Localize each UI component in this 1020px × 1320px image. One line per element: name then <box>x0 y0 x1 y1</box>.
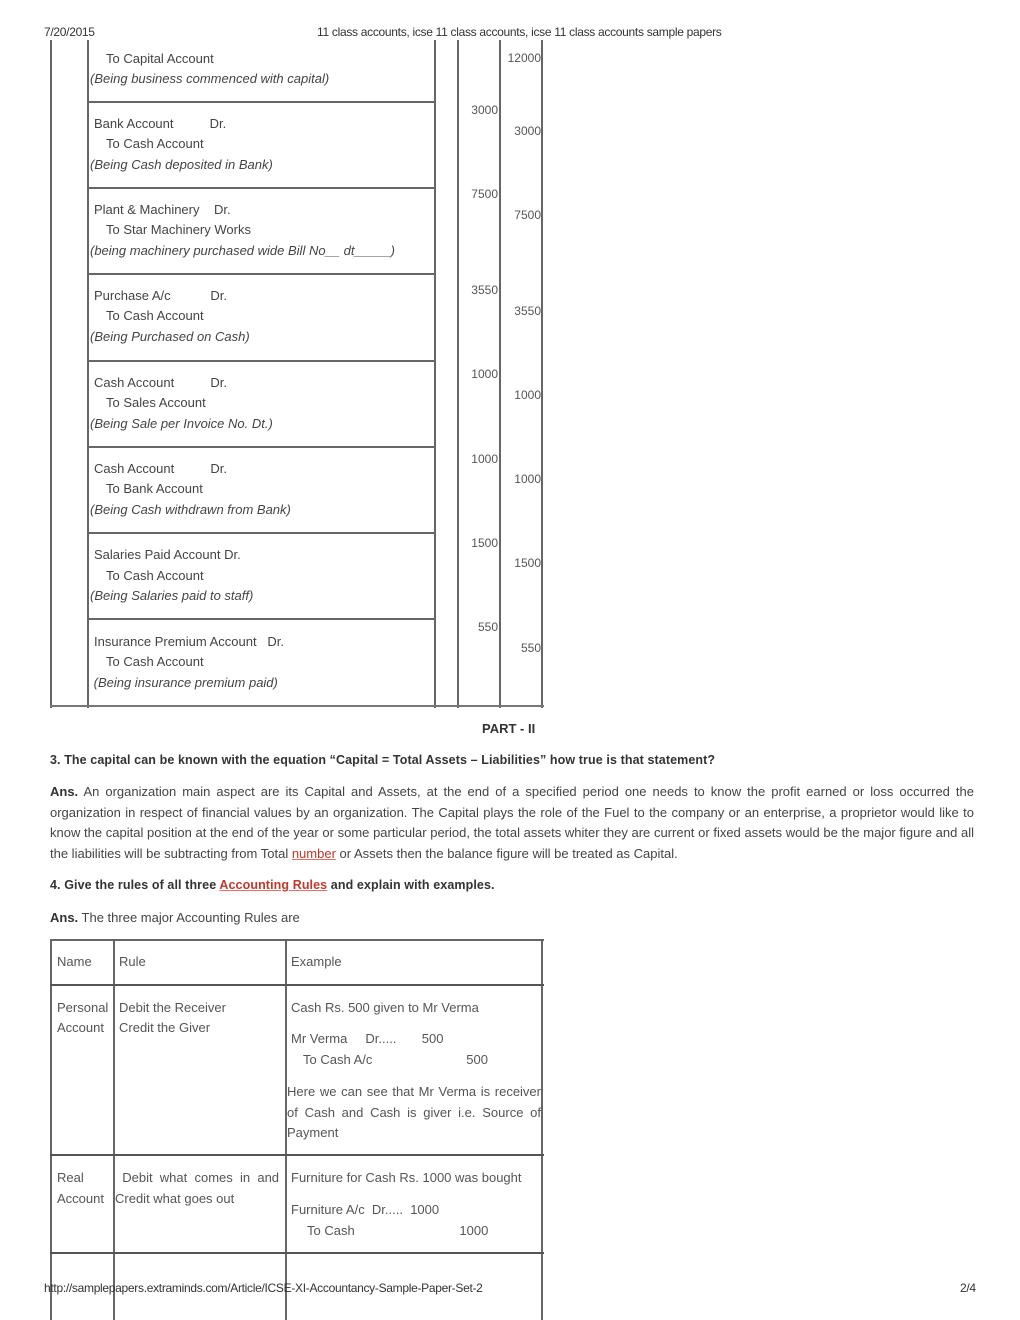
credit-line: To Cash Account <box>106 568 204 583</box>
row-divider <box>87 187 436 189</box>
debit-line: Salaries Paid Account Dr. <box>94 547 241 562</box>
credit-amount: 1000 <box>514 388 541 402</box>
debit-amount: 550 <box>477 620 498 634</box>
narration: (Being insurance premium paid) <box>90 675 278 690</box>
credit-amount: 1500 <box>514 556 541 570</box>
credit-line: To Bank Account <box>106 481 203 496</box>
credit-amount: 3000 <box>514 124 541 138</box>
debit-amount: 1500 <box>471 536 498 550</box>
answer-text: The three major Accounting Rules are <box>78 910 300 925</box>
row-divider <box>87 360 436 362</box>
row-name-line1: Personal <box>57 1000 109 1015</box>
debit-amount: 3550 <box>471 283 498 297</box>
debit-line: Purchase A/c Dr. <box>94 288 227 303</box>
debit-amount: 1000 <box>471 367 498 381</box>
header-rule: Rule <box>119 954 146 969</box>
row-rule-line2: Credit the Giver <box>119 1020 211 1035</box>
example-credit: To Cash A/c 500 <box>303 1052 488 1067</box>
accounting-rules-table <box>50 939 544 1320</box>
row-divider <box>50 1252 544 1254</box>
debit-line: Bank Account Dr. <box>94 116 227 131</box>
credit-line: To Cash Account <box>106 654 204 669</box>
table-divider-lf <box>457 40 459 708</box>
debit-amount: 7500 <box>471 187 498 201</box>
debit-line: Cash Account Dr. <box>94 375 227 390</box>
debit-line: Plant & Machinery Dr. <box>94 202 231 217</box>
row-rule-line2: Credit what goes out <box>115 1191 235 1206</box>
accounting-rules-link[interactable]: Accounting Rules <box>219 878 328 892</box>
page-title: 11 class accounts, icse 11 class accounts, icse 11 class accounts sample papers <box>317 25 722 39</box>
answer-text: An organization main aspect are its Capital and Assets, at the end of a specified period one needs to know the profit earned or loss occurred the organization in respect of financial values by an organization. The Capital plays the role of the Fuel to the company or an enterprise, a proprietor would like to know the capital position at the end of the year or some particular period, the total assets whiter they are current or fixed assets would be the major figure and all the liabilities will be subtracting from Total <box>50 784 974 861</box>
header-example: Example <box>291 954 342 969</box>
debit-line: Cash Account Dr. <box>94 461 227 476</box>
credit-amount: 3550 <box>514 304 541 318</box>
table-divider-date <box>87 40 89 708</box>
credit-amount: 1000 <box>514 472 541 486</box>
example-intro: Cash Rs. 500 given to Mr Verma <box>291 1000 479 1015</box>
narration: (being machinery purchased wide Bill No__ dt_____) <box>90 243 395 258</box>
header-name: Name <box>57 954 92 969</box>
answer-3 <box>50 782 974 864</box>
row-divider <box>87 101 436 103</box>
narration: (Being Purchased on Cash) <box>90 329 250 344</box>
journal-entry <box>90 23 436 101</box>
credit-amount: 550 <box>520 641 541 655</box>
credit-amount: 7500 <box>514 208 541 222</box>
table-divider-debit <box>499 40 501 708</box>
question-text: 4. Give the rules of all three <box>50 878 220 892</box>
ans-label: Ans. <box>50 784 79 799</box>
row-divider <box>87 273 436 275</box>
table-border-left <box>50 40 52 708</box>
credit-line: To Star Machinery Works <box>106 222 251 237</box>
journal-table <box>50 40 544 708</box>
question-3: 3. The capital can be known with the equation “Capital = Total Assets – Liabilities” how true is that statement? <box>50 753 716 767</box>
print-date: 7/20/2015 <box>44 25 95 39</box>
narration: (Being Cash withdrawn from Bank) <box>90 502 291 517</box>
credit-line: To Cash Account <box>106 308 204 323</box>
answer-text-end: or Assets then the balance figure will be treated as Capital. <box>335 845 678 861</box>
table-border-bottom <box>50 705 544 707</box>
row-name-line2: Account <box>57 1020 104 1035</box>
credit-amount: 12000 <box>507 51 541 65</box>
example-debit: Mr Verma Dr..... 500 <box>291 1031 444 1046</box>
table-border-right <box>541 939 543 1320</box>
col-divider <box>113 939 115 1320</box>
table-divider-particulars <box>434 40 436 708</box>
credit-line: To Sales Account <box>106 395 206 410</box>
table-border-left <box>50 939 52 1320</box>
question-4 <box>50 878 495 892</box>
example-debit: Furniture A/c Dr..... 1000 <box>291 1202 440 1217</box>
row-divider <box>50 984 544 986</box>
debit-line: Insurance Premium Account Dr. <box>94 634 285 649</box>
page-url: http://samplepapers.extraminds.com/Article/ICSE-XI-Accountancy-Sample-Paper-Set-2 <box>44 1281 483 1295</box>
part-heading: PART - II <box>482 721 536 736</box>
narration: (Being Cash deposited in Bank) <box>90 157 273 172</box>
example-note: Here we can see that Mr Verma is receiver of Cash and Cash is giver i.e. Source of Payment <box>287 1084 541 1140</box>
table-border-top <box>50 939 544 941</box>
narration: (Being Salaries paid to staff) <box>90 588 254 603</box>
debit-amount: 1000 <box>471 452 498 466</box>
example-intro: Furniture for Cash Rs. 1000 was bought <box>291 1170 522 1185</box>
ans-label: Ans. <box>50 910 79 925</box>
credit-line: To Capital Account <box>106 51 214 66</box>
narration: (Being business commenced with capital) <box>90 71 330 86</box>
narration: (Being Sale per Invoice No. Dt.) <box>90 416 273 431</box>
table-border-right <box>541 40 543 708</box>
example-credit: To Cash 1000 <box>307 1223 489 1238</box>
row-rule-line1: Debit what comes in and <box>115 1170 280 1185</box>
row-name-line2: Account <box>57 1191 104 1206</box>
row-rule-line1: Debit the Receiver <box>119 1000 226 1015</box>
row-divider <box>87 618 436 620</box>
answer-4 <box>50 908 974 929</box>
question-text-end: and explain with examples. <box>327 878 495 892</box>
number-link[interactable]: number <box>291 845 336 861</box>
row-divider <box>87 532 436 534</box>
debit-amount: 3000 <box>471 103 498 117</box>
credit-line: To Cash Account <box>106 136 204 151</box>
row-divider <box>87 446 436 448</box>
page-number: 2/4 <box>960 1281 976 1295</box>
row-name-line1: Real <box>57 1170 84 1185</box>
row-divider <box>50 1154 544 1156</box>
